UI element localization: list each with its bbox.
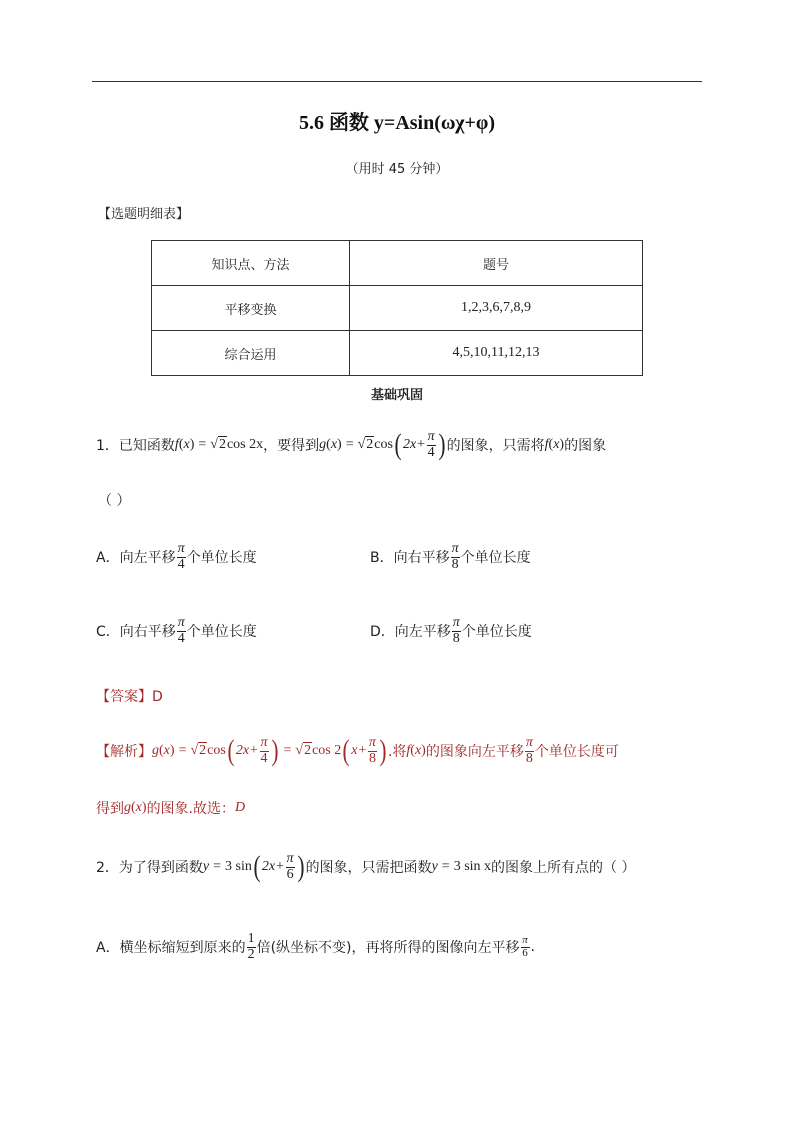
- question-text: 的图象上所有点的（ ）: [491, 860, 636, 877]
- analysis-line-2: 得到 g ( x ) 的图象.故选： D: [96, 800, 246, 817]
- math-x: x: [183, 437, 190, 453]
- fraction-numerator: π: [177, 615, 185, 630]
- fraction-denominator: 8: [368, 750, 376, 766]
- math-eq: =: [178, 743, 187, 759]
- question-2-option-a: [96, 932, 535, 962]
- analysis-text: 个单位长度可: [534, 744, 619, 761]
- math-x: x: [330, 437, 338, 453]
- time-note: （用时 45 分钟）: [345, 162, 449, 177]
- option-a: [96, 542, 257, 572]
- question-text: ，要得到: [263, 438, 320, 455]
- math-g: g: [319, 437, 327, 453]
- sqrt-radicand: 2: [366, 437, 374, 453]
- math-expr: 2x+: [261, 859, 285, 875]
- math-cos: cos: [207, 743, 226, 759]
- table-cell: 4,5,10,11,12,13: [350, 331, 643, 376]
- fraction-numerator: π: [452, 615, 460, 630]
- analysis-text: 得到: [96, 801, 124, 817]
- question-1-stem: 1． 已知函数 f ( x ) = √2 cos 2x ，要得到 g ( x ) = √2 cos ( 2x+ $\frac{\pi}{4}$ ) 的图象，只需将 f ( x ) 的图象: [96, 428, 607, 462]
- table-header-row: [152, 241, 643, 286]
- fraction-numerator: 1: [247, 931, 255, 946]
- question-text: 已知函数: [118, 438, 175, 455]
- fraction-one-half: [247, 932, 256, 962]
- math-y: y: [202, 859, 210, 875]
- fraction-denominator: 8: [452, 630, 460, 646]
- math-x: x: [135, 800, 142, 815]
- option-label: D．向左平移: [370, 624, 451, 641]
- option-c: [96, 616, 257, 646]
- question-number: 2．: [96, 860, 119, 877]
- fraction-pi-over-4: [427, 430, 436, 460]
- fraction-denominator: 8: [451, 556, 459, 572]
- math-3sin: 3 sin: [225, 859, 252, 875]
- fraction-denominator: 8: [525, 750, 533, 766]
- table-cell: 平移变换: [152, 286, 350, 331]
- table-cell: 综合运用: [152, 331, 350, 376]
- option-suffix: 个单位长度: [186, 550, 257, 567]
- fraction-pi-over-4: [260, 736, 269, 766]
- math-x: x: [163, 743, 170, 759]
- fraction-numerator: π: [177, 541, 185, 556]
- fraction-denominator: 2: [247, 946, 255, 962]
- option-text: 倍(纵坐标不变)，再将所得的图像向左平移: [256, 940, 520, 957]
- math-x: x: [414, 743, 422, 759]
- fraction-denominator: 4: [427, 444, 435, 460]
- option-label: B．向右平移: [370, 550, 450, 567]
- fraction-pi-over-6: [521, 935, 530, 959]
- option-text: .: [530, 939, 535, 956]
- fraction-numerator: π: [260, 735, 268, 750]
- math-3sinx: 3 sin x: [453, 859, 492, 875]
- option-b: [370, 542, 531, 572]
- fraction-numerator: π: [451, 541, 459, 556]
- option-fraction: [177, 616, 186, 646]
- analysis-text: 的图象.故选：: [146, 801, 236, 817]
- fraction-numerator: π: [427, 429, 435, 444]
- big-paren-right: ): [438, 428, 446, 462]
- math-eq: =: [213, 859, 222, 875]
- question-text: 的图象，只需将: [446, 438, 545, 455]
- detail-table-label: 【选题明细表】: [98, 207, 190, 222]
- fraction-denominator: 4: [260, 750, 268, 766]
- big-paren-left: (: [394, 428, 402, 462]
- analysis-text: .将: [387, 744, 407, 761]
- big-paren-right: ): [379, 734, 387, 768]
- question-text: 的图象: [564, 438, 607, 455]
- option-fraction: [177, 542, 186, 572]
- fraction-numerator: π: [525, 735, 533, 750]
- fraction-pi-over-8: [368, 736, 377, 766]
- fraction-pi-over-8: [525, 736, 534, 766]
- sqrt-symbol: √2: [357, 437, 374, 453]
- option-suffix: 个单位长度: [186, 624, 257, 641]
- fraction-pi-over-6: [286, 852, 295, 882]
- option-suffix: 个单位长度: [460, 550, 531, 567]
- fraction-numerator: π: [368, 735, 376, 750]
- option-d: [370, 616, 532, 646]
- question-text: 的图象，只需把函数: [305, 860, 432, 877]
- math-cos: cos: [374, 437, 393, 453]
- sqrt-radicand: 2: [218, 437, 226, 453]
- sqrt-symbol: √2: [295, 743, 312, 759]
- fraction-numerator: π: [286, 851, 294, 866]
- fraction-denominator: 6: [522, 946, 528, 959]
- table-header-cell: 题号: [350, 241, 643, 286]
- question-text: 为了得到函数: [118, 860, 203, 877]
- analysis-label: 【解析】: [96, 744, 152, 761]
- math-g: g: [124, 800, 131, 815]
- math-eq: =: [198, 437, 207, 453]
- math-eq: =: [345, 437, 354, 453]
- option-label: A．向左平移: [96, 550, 176, 567]
- table-cell: 1,2,3,6,7,8,9: [350, 286, 643, 331]
- math-cos2x: cos 2x: [226, 437, 264, 453]
- section-title: 基础巩固: [370, 388, 423, 403]
- fraction-numerator: π: [522, 934, 528, 947]
- big-paren-left: (: [227, 734, 235, 768]
- math-y: y: [431, 859, 438, 875]
- header-rule: [92, 81, 702, 82]
- math-x: x: [553, 437, 560, 453]
- math-cos2: cos 2: [312, 743, 342, 759]
- sqrt-symbol: √2: [210, 437, 226, 453]
- table-row: [152, 331, 643, 376]
- math-f: f: [544, 437, 549, 453]
- fraction-denominator: 4: [177, 556, 185, 572]
- sqrt-radicand: 2: [304, 743, 312, 759]
- option-label: C．向右平移: [96, 624, 176, 641]
- big-paren-left: (: [253, 850, 261, 884]
- sqrt-symbol: √2: [190, 743, 207, 759]
- math-eq: =: [441, 859, 450, 875]
- math-eq: =: [283, 743, 292, 759]
- option-fraction: [452, 616, 461, 646]
- math-f: f: [174, 437, 179, 453]
- math-expr: x+: [351, 743, 367, 759]
- math-expr: 2x+: [235, 743, 259, 759]
- big-paren-right: ): [297, 850, 305, 884]
- big-paren-left: (: [342, 734, 350, 768]
- option-suffix: 个单位长度: [461, 624, 532, 641]
- option-fraction: [451, 542, 460, 572]
- option-text: A．横坐标缩短到原来的: [96, 940, 246, 957]
- answer-blank: （ ）: [98, 493, 131, 509]
- math-f: f: [406, 743, 411, 759]
- fraction-denominator: 6: [286, 866, 294, 882]
- question-number: 1．: [96, 438, 119, 455]
- table-row: [152, 286, 643, 331]
- math-expr: 2x+: [402, 437, 426, 453]
- answer-line: 【答案】D: [96, 689, 163, 705]
- analysis-choice: D: [235, 800, 246, 815]
- page-title: 5.6 函数 y=Asin(ωχ+φ): [298, 112, 496, 134]
- topic-detail-table: [151, 240, 643, 376]
- question-2-stem: [96, 852, 635, 882]
- big-paren-right: ): [271, 734, 278, 768]
- sqrt-radicand: 2: [199, 743, 207, 759]
- analysis-text: 的图象向左平移: [425, 744, 524, 761]
- table-header-cell: 知识点、方法: [152, 241, 350, 286]
- analysis-line-1: 【解析】 g ( x ) = √2 cos ( 2x+ $\frac{\pi}{4}$ ) = √2 cos 2 ( x+ $\frac{\pi}{8}$ ) .将 f ( x ) 的图象向左平移 $\frac{\pi}{8}$ 个单位长度可: [96, 734, 619, 768]
- fraction-denominator: 4: [177, 630, 185, 646]
- math-g: g: [152, 743, 159, 759]
